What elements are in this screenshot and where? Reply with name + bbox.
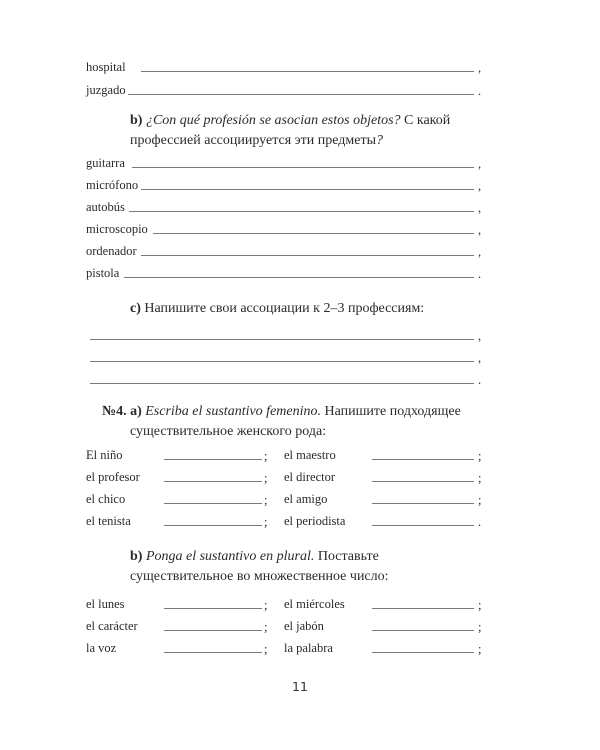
pair-row	[0, 635, 600, 657]
row-punct: ,	[478, 350, 482, 365]
exercise-4b-heading	[130, 550, 379, 564]
word-right: el amigo	[284, 491, 328, 506]
answer-line[interactable]	[90, 383, 474, 384]
row-punct: ,	[478, 244, 482, 259]
row-punct: ,	[478, 200, 482, 215]
row-label: microscopio	[86, 221, 148, 236]
answer-blank-right[interactable]	[372, 608, 474, 609]
pair-row	[0, 442, 600, 464]
word-left: el carácter	[86, 618, 138, 633]
answer-line[interactable]	[129, 211, 474, 212]
row-label: guitarra	[86, 155, 125, 170]
row-label: pistola	[86, 265, 120, 280]
exercise-4b-prompt-ru: Поставьте	[317, 549, 379, 564]
row-label: autobús	[86, 199, 125, 214]
word-left: El niño	[86, 447, 123, 462]
word-right: el director	[284, 469, 336, 484]
punct-left: ;	[264, 492, 268, 507]
word-left: el lunes	[86, 596, 125, 611]
exercise-4b-marker: b)	[130, 549, 143, 564]
exercise-4a-prompt-ru: Напишите подходящее	[324, 404, 461, 419]
answer-blank-right[interactable]	[372, 503, 474, 504]
row-punct: ,	[478, 156, 482, 171]
word-right: el maestro	[284, 447, 336, 462]
punct-left: ;	[264, 597, 268, 612]
row-punct: ,	[478, 222, 482, 237]
answer-line[interactable]	[141, 255, 474, 256]
fill-row-blank	[0, 366, 600, 388]
punct-right: ;	[478, 448, 482, 463]
answer-line[interactable]	[90, 361, 474, 362]
answer-line[interactable]	[141, 71, 474, 72]
answer-blank-left[interactable]	[164, 503, 262, 504]
section-b-prompt-ru-cont: профессией ассоциируется эти предметы	[130, 133, 377, 148]
section-b-heading	[130, 114, 450, 128]
fill-row-hospital	[0, 54, 600, 76]
pair-row	[0, 508, 600, 530]
section-c-prompt: Напишите свои ассоциации к 2–3 профессиям:	[144, 301, 425, 316]
word-left: el profesor	[86, 469, 140, 484]
row-punct: .	[478, 83, 482, 98]
exercise-4a-marker: a)	[130, 404, 142, 419]
exercise-4a-heading-line2	[130, 425, 326, 439]
section-c-heading	[130, 302, 424, 316]
row-label: hospital	[86, 59, 126, 74]
answer-line[interactable]	[90, 339, 474, 340]
fill-row-blank	[0, 322, 600, 344]
row-punct: .	[478, 372, 482, 387]
section-b-prompt-es: ¿Con qué profesión se asocian estos objetos?	[145, 113, 401, 128]
answer-blank-left[interactable]	[164, 525, 262, 526]
answer-blank-right[interactable]	[372, 525, 474, 526]
answer-line[interactable]	[141, 189, 474, 190]
punct-left: ;	[264, 641, 268, 656]
word-right: el jabón	[284, 618, 324, 633]
punct-right: ;	[478, 470, 482, 485]
answer-blank-left[interactable]	[164, 630, 262, 631]
row-punct: .	[478, 266, 482, 281]
pair-row	[0, 591, 600, 613]
word-left: la voz	[86, 640, 117, 655]
answer-line[interactable]	[132, 167, 474, 168]
answer-blank-right[interactable]	[372, 481, 474, 482]
fill-row-blank	[0, 344, 600, 366]
answer-line[interactable]	[128, 94, 474, 95]
pair-row	[0, 486, 600, 508]
punct-right: .	[478, 514, 482, 529]
fill-row-juzgado	[0, 77, 600, 99]
row-punct: ,	[478, 60, 482, 75]
pair-row	[0, 464, 600, 486]
row-punct: ,	[478, 328, 482, 343]
row-label: juzgado	[86, 82, 126, 97]
fill-row-guitarra	[0, 150, 600, 172]
answer-blank-left[interactable]	[164, 459, 262, 460]
fill-row-ordenador	[0, 238, 600, 260]
fill-row-microscopio	[0, 216, 600, 238]
punct-right: ;	[478, 492, 482, 507]
exercise-4b-prompt-es: Ponga el sustantivo en plural.	[145, 549, 315, 564]
punct-right: ;	[478, 641, 482, 656]
page-number: 11	[292, 679, 308, 694]
pair-row	[0, 613, 600, 635]
exercise-4a-heading	[102, 405, 461, 419]
word-right: el miércoles	[284, 596, 345, 611]
word-left: el chico	[86, 491, 126, 506]
word-right: el periodista	[284, 513, 346, 528]
section-b-prompt-ru: С какой	[404, 113, 451, 128]
punct-right: ;	[478, 597, 482, 612]
answer-blank-left[interactable]	[164, 608, 262, 609]
exercise-4a-prompt-es: Escriba el sustantivo femenino.	[145, 404, 322, 419]
section-c-marker: c)	[130, 301, 141, 316]
exercise-number: №4.	[102, 404, 127, 419]
section-b-heading-line2	[130, 134, 383, 148]
answer-line[interactable]	[153, 233, 474, 234]
answer-blank-right[interactable]	[372, 459, 474, 460]
answer-blank-right[interactable]	[372, 652, 474, 653]
answer-line[interactable]	[124, 277, 474, 278]
word-left: el tenista	[86, 513, 131, 528]
exercise-4b-heading-line2	[130, 570, 389, 584]
punct-left: ;	[264, 514, 268, 529]
punct-left: ;	[264, 470, 268, 485]
answer-blank-left[interactable]	[164, 652, 262, 653]
exercise-4b-prompt-ru-cont: существительное во множественное число:	[130, 569, 389, 584]
answer-blank-left[interactable]	[164, 481, 262, 482]
section-b-marker: b)	[130, 113, 143, 128]
answer-blank-right[interactable]	[372, 630, 474, 631]
punct-left: ;	[264, 448, 268, 463]
row-label: ordenador	[86, 243, 137, 258]
fill-row-pistola	[0, 260, 600, 282]
punct-left: ;	[264, 619, 268, 634]
exercise-4a-prompt-ru-cont: существительное женского рода:	[130, 424, 327, 439]
word-right: la palabra	[284, 640, 333, 655]
fill-row-autobus	[0, 194, 600, 216]
row-label: micrófono	[86, 177, 139, 192]
fill-row-microfono	[0, 172, 600, 194]
row-punct: ,	[478, 178, 482, 193]
punct-right: ;	[478, 619, 482, 634]
section-b-question-mark: ?	[376, 133, 384, 148]
